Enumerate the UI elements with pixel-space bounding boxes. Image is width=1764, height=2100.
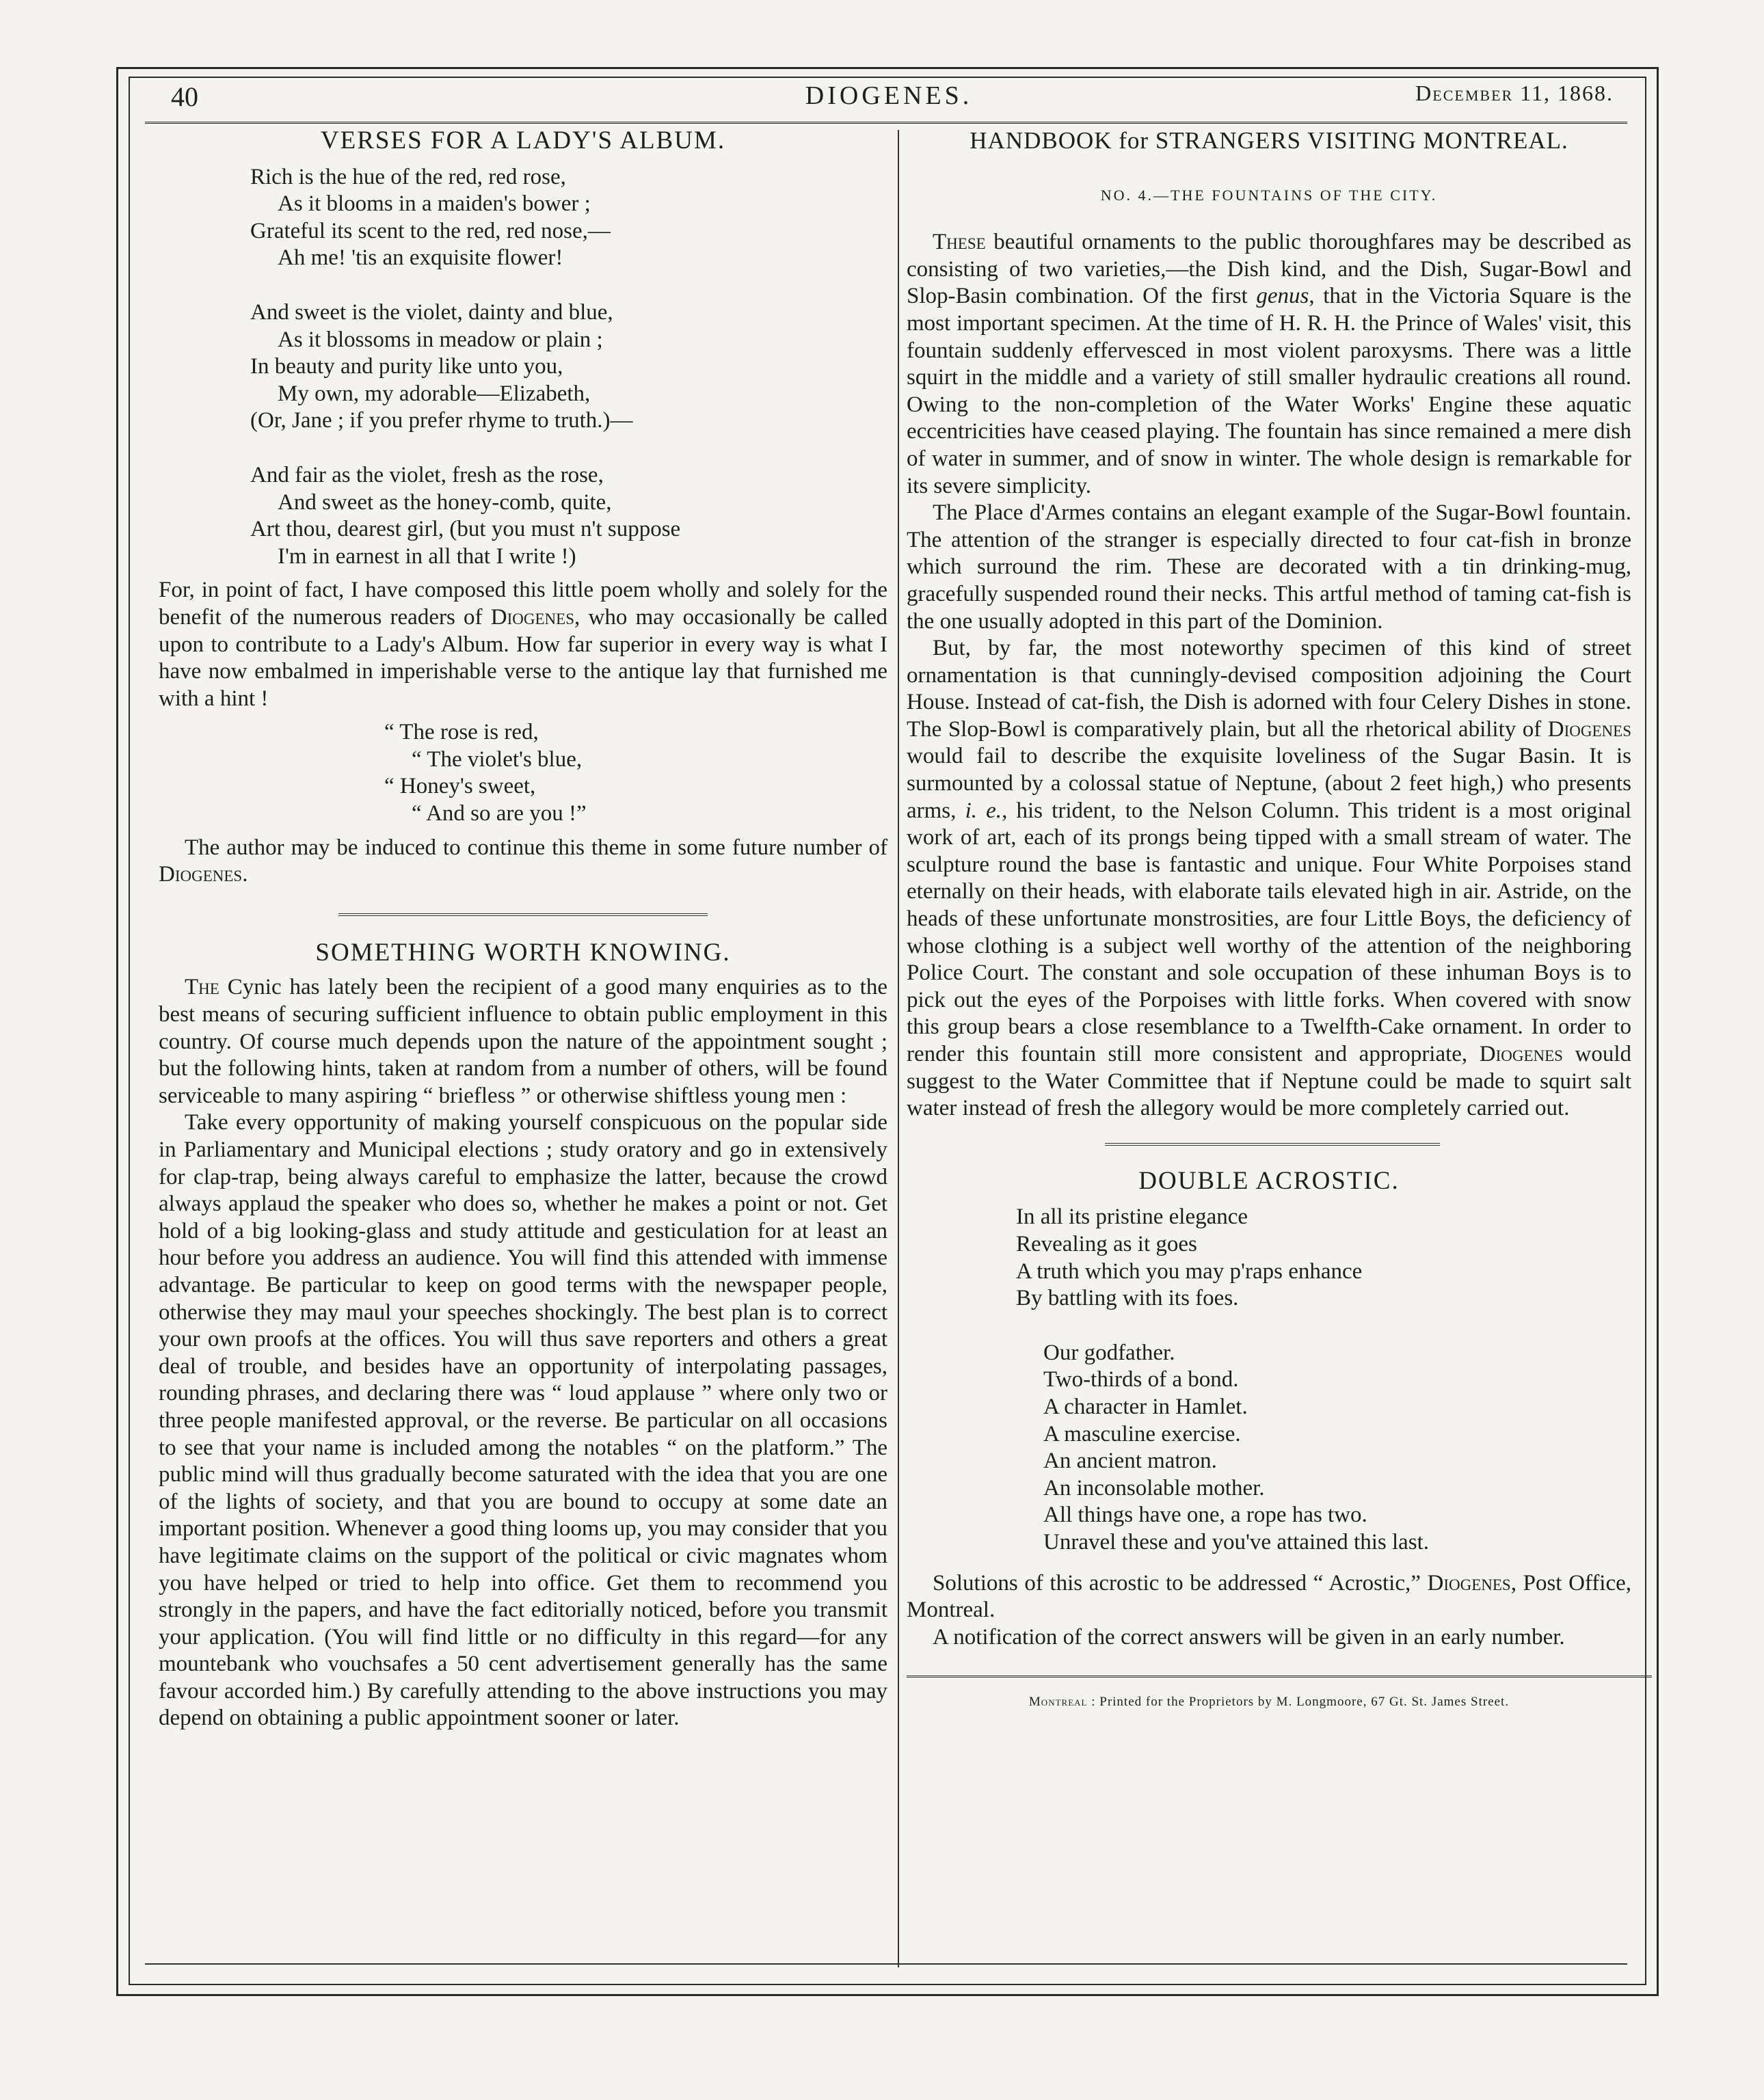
acrostic-clue: Our godfather.: [1043, 1340, 1175, 1365]
text-run: .: [242, 862, 248, 887]
poem-line: And fair as the violet, fresh as the rose,: [250, 462, 604, 487]
verses-poem: [250, 164, 887, 571]
something-heading: SOMETHING WORTH KNOWING.: [315, 938, 731, 967]
acrostic-line: By battling with its foes.: [1016, 1286, 1239, 1311]
quote-line: “ And so are you !”: [412, 801, 587, 826]
handbook-para-1: [907, 229, 1631, 500]
section-separator: [1105, 1143, 1440, 1148]
issue-date: [1415, 81, 1614, 106]
poem-line: Ah me! 'tis an exquisite flower!: [278, 245, 563, 271]
verses-commentary: [159, 577, 887, 712]
text-run: , Post Office, Montreal.: [907, 1570, 1631, 1623]
something-para-2: Take every opportunity of making yourself conspicuous on the popular side in Parliamentary and Municipal elections ; study oratory and go in extensively for clap-trap, being always careful to emphasize the latter, because the crowd always applaud the speaker who does so, whether he makes a point or not. Get hold of a big looking-glass and study attitude and gesticulation for at least an hour before you address an audience. You will find this attended with immense advantage. Be particular to keep on good terms with the newspaper people, otherwise they may maul your speeches shockingly. The best plan is to correct your own proofs at the offices. You will thus save reporters and others a great deal of trouble, and besides have an opportunity of interpolating passages, rounding phrases, and declaring there was “ loud applause ” where only two or three people manifested approval, or the reverse. Be particular on all occasions to see that your name is included among the notables “ on the platform.” The public mind will thus gradually become saturated with the idea that you are one of the lights of society, and that you are bound to occupy at some date an important position. Whenever a good thing looms up, you may consider that you have legitimate claims on the support of the political or civic magnates whom you have helped or tried to help into office. Get them to recommend you strongly in the papers, and have the fact editorially noticed, before you transmit your application. (You will find little or no difficulty in this regard—for any mountebank who vouchsafes a 50 cent advertisement generally has the same favour accorded him.) By carefully attending to the above instructions you may depend on obtaining a public appointment sooner or later.: [159, 1110, 887, 1731]
masthead-rule: [145, 122, 1627, 126]
left-column: [159, 127, 887, 1732]
imprint-rule: [907, 1675, 1652, 1680]
quoted-rhyme: [384, 719, 887, 827]
quote-line: “ Honey's sweet,: [384, 774, 536, 799]
right-column: [907, 127, 1631, 1716]
acrostic-clue: Unravel these and you've attained this last.: [1043, 1529, 1430, 1554]
acrostic-notification: A notification of the correct answers will be given in an early number.: [933, 1624, 1565, 1650]
acrostic-solutions: [907, 1570, 1631, 1624]
acrostic-clue: All things have one, a rope has two.: [1043, 1503, 1367, 1528]
acrostic-line: Revealing as it goes: [1016, 1231, 1197, 1256]
subtitle-text: NO. 4.—THE FOUNTAINS OF THE CITY.: [1100, 186, 1438, 204]
acrostic-line: In all its pristine elegance: [1016, 1204, 1248, 1230]
printer-imprint: [907, 1688, 1631, 1716]
text-run: , who may occasionally be called upon to contribute to a Lady's Album. How far superior in every way is what I have now embalmed in imperishable verse to the antique lay that furnished me with a hint !: [159, 604, 887, 711]
italic-term: genus: [1256, 284, 1309, 309]
text-run: , that in the Victoria Square is the most important specimen. At the time of H. R. H. the Prince of Wales' visit, this fountain suddenly effervesced in most violent paroxysms. There was a little squirt in the middle and a variety of still smaller hydraulic creations all round. Owing to the non-completion of the Water Works' Engine these aquatic eccentricities have ceased playing. The fountain has since remained a mere dish of water in summer, and of snow in winter. The whole design is remarkable for its severe simplicity.: [907, 284, 1631, 498]
stanza-2: [250, 299, 887, 435]
acrostic-clue: An ancient matron.: [1043, 1449, 1217, 1474]
lead-word: The: [185, 975, 219, 1000]
text-run: would fail to describe the exquisite loveliness of the Sugar Basin. It is surmounted by a colossal statue of Neptune, (about 2 feet high,) who presents arms,: [907, 744, 1631, 823]
something-para-1: [159, 974, 887, 1109]
diogenes-name: Diogenes: [1427, 1570, 1511, 1596]
diogenes-name: Diogenes: [490, 604, 575, 630]
imprint-text: : Printed for the Proprietors by M. Longmoore, 67 Gt. St. James Street.: [1087, 1695, 1510, 1710]
poem-line: Rich is the hue of the red, red rose,: [250, 164, 566, 189]
section-separator: [338, 913, 708, 919]
verses-closing: [159, 835, 887, 889]
text-run: beautiful ornaments to the public thoroughfares may be described as consisting of two varieties,—the Dish kind, and the Dish, Sugar-Bowl and Slop-Basin combination. Of the first: [907, 230, 1631, 309]
text-run: , his trident, to the Nelson Column. This trident is a most original work of art, each of its prongs being tipped with a small stream of water. The sculpture round the base is fantastic and unique. Four White Porpoises stand eternally on their heads, with elaborate tails elevated high in air. Astride, on the heads of these unfortunate monstrosities, are four Little Boys, the deficiency of whose clothing is a subject well worthy of the attention of the neighboring Police Court. The constant and sole occupation of these inhuman Boys is to pick out the eyes of the Porpoises with little forks. When covered with snow this group bears a close resemblance to a Twelfth-Cake ornament. In order to render this fountain still more consistent and appropriate,: [907, 798, 1631, 1066]
poem-line: In beauty and purity like unto you,: [250, 354, 563, 379]
diogenes-name: Diogenes: [1547, 716, 1631, 742]
text-run: Solutions of this acrostic to be addressed “ Acrostic,”: [933, 1570, 1428, 1596]
imprint-city: Montreal: [1028, 1695, 1088, 1710]
acrostic-clue: A masculine exercise.: [1043, 1421, 1241, 1446]
handbook-para-2: The Place d'Armes contains an elegant example of the Sugar-Bowl fountain. The attention of the stranger is especially directed to four cat-fish in bronze which surround the rim. These are decorated with a tin drinking-mug, gracefully suspended round their necks. This artful method of taming cat-fish is the one usually adopted in this part of the Dominion.: [907, 500, 1631, 634]
issue-date-rest: 11, 1868.: [1513, 81, 1614, 105]
poem-line: And sweet is the violet, dainty and blue,: [250, 299, 613, 325]
publication-title: DIOGENES.: [805, 81, 973, 110]
handbook-heading: HANDBOOK for STRANGERS VISITING MONTREAL.: [970, 127, 1568, 154]
stanza-1: [250, 164, 887, 272]
diogenes-name: Diogenes: [1479, 1042, 1563, 1066]
acrostic-clue: Two-thirds of a bond.: [1043, 1367, 1239, 1392]
acrostic-clue: An inconsolable mother.: [1043, 1475, 1265, 1500]
lead-word: These: [933, 230, 986, 255]
issue-date-month: December: [1415, 81, 1514, 105]
quote-line: “ The violet's blue,: [412, 746, 583, 772]
acrostic-heading: DOUBLE ACROSTIC.: [1138, 1166, 1400, 1195]
text-run: The author may be induced to continue this theme in some future number of: [185, 835, 887, 860]
text-run: would suggest to the Water Committee that if Neptune could be made to squirt salt water instead of fresh the allegory would be more completely carried out.: [907, 1042, 1631, 1121]
stanza-3: [250, 462, 887, 570]
poem-line: Grateful its scent to the red, red nose,—: [250, 218, 611, 243]
text-run: But, by far, the most noteworthy specimen of this kind of street ornamentation is that cunningly-devised composition adjoining the Court House. Instead of cat-fish, the Dish is adorned with four Celery Dishes in stone. The Slop-Bowl is comparatively plain, but all the rhetorical ability of: [907, 636, 1631, 742]
poem-line: (Or, Jane ; if you prefer rhyme to truth.)—: [250, 408, 633, 433]
page-number: 40: [171, 81, 198, 112]
text-run: For, in point of fact, I have composed this little poem wholly and solely for the benefit of the numerous readers of: [159, 578, 887, 630]
poem-line: Art thou, dearest girl, (but you must n't suppose: [250, 517, 681, 542]
poem-line: As it blossoms in meadow or plain ;: [278, 327, 603, 352]
acrostic-verse: [1016, 1204, 1631, 1312]
poem-line: I'm in earnest in all that I write !): [278, 543, 576, 569]
poem-line: My own, my adorable—Elizabeth,: [278, 381, 591, 406]
acrostic-clue: A character in Hamlet.: [1043, 1394, 1248, 1419]
poem-line: And sweet as the honey-comb, quite,: [278, 489, 612, 515]
verses-heading: VERSES FOR A LADY'S ALBUM.: [320, 126, 726, 154]
handbook-subtitle: [907, 182, 1631, 209]
masthead: [150, 77, 1627, 122]
handbook-para-3: [907, 635, 1631, 1122]
text-run: Cynic has lately been the recipient of a good many enquiries as to the best means of securing sufficient influence to obtain public employment in this country. Of course much depends upon the nature of the appointment sought ; but the following hints, taken at random from a number of others, will be found serviceable to many aspiring “ briefless ” or otherwise shiftless young men :: [159, 975, 887, 1108]
acrostic-clues: [1043, 1340, 1631, 1557]
diogenes-name: Diogenes: [159, 862, 243, 887]
poem-line: As it blooms in a maiden's bower ;: [278, 191, 591, 217]
quote-line: “ The rose is red,: [384, 720, 539, 745]
italic-term: i. e.: [965, 798, 1002, 823]
bottom-rule: [145, 1963, 1627, 1965]
column-divider: [898, 130, 899, 1967]
acrostic-line: A truth which you may p'raps enhance: [1016, 1258, 1363, 1284]
